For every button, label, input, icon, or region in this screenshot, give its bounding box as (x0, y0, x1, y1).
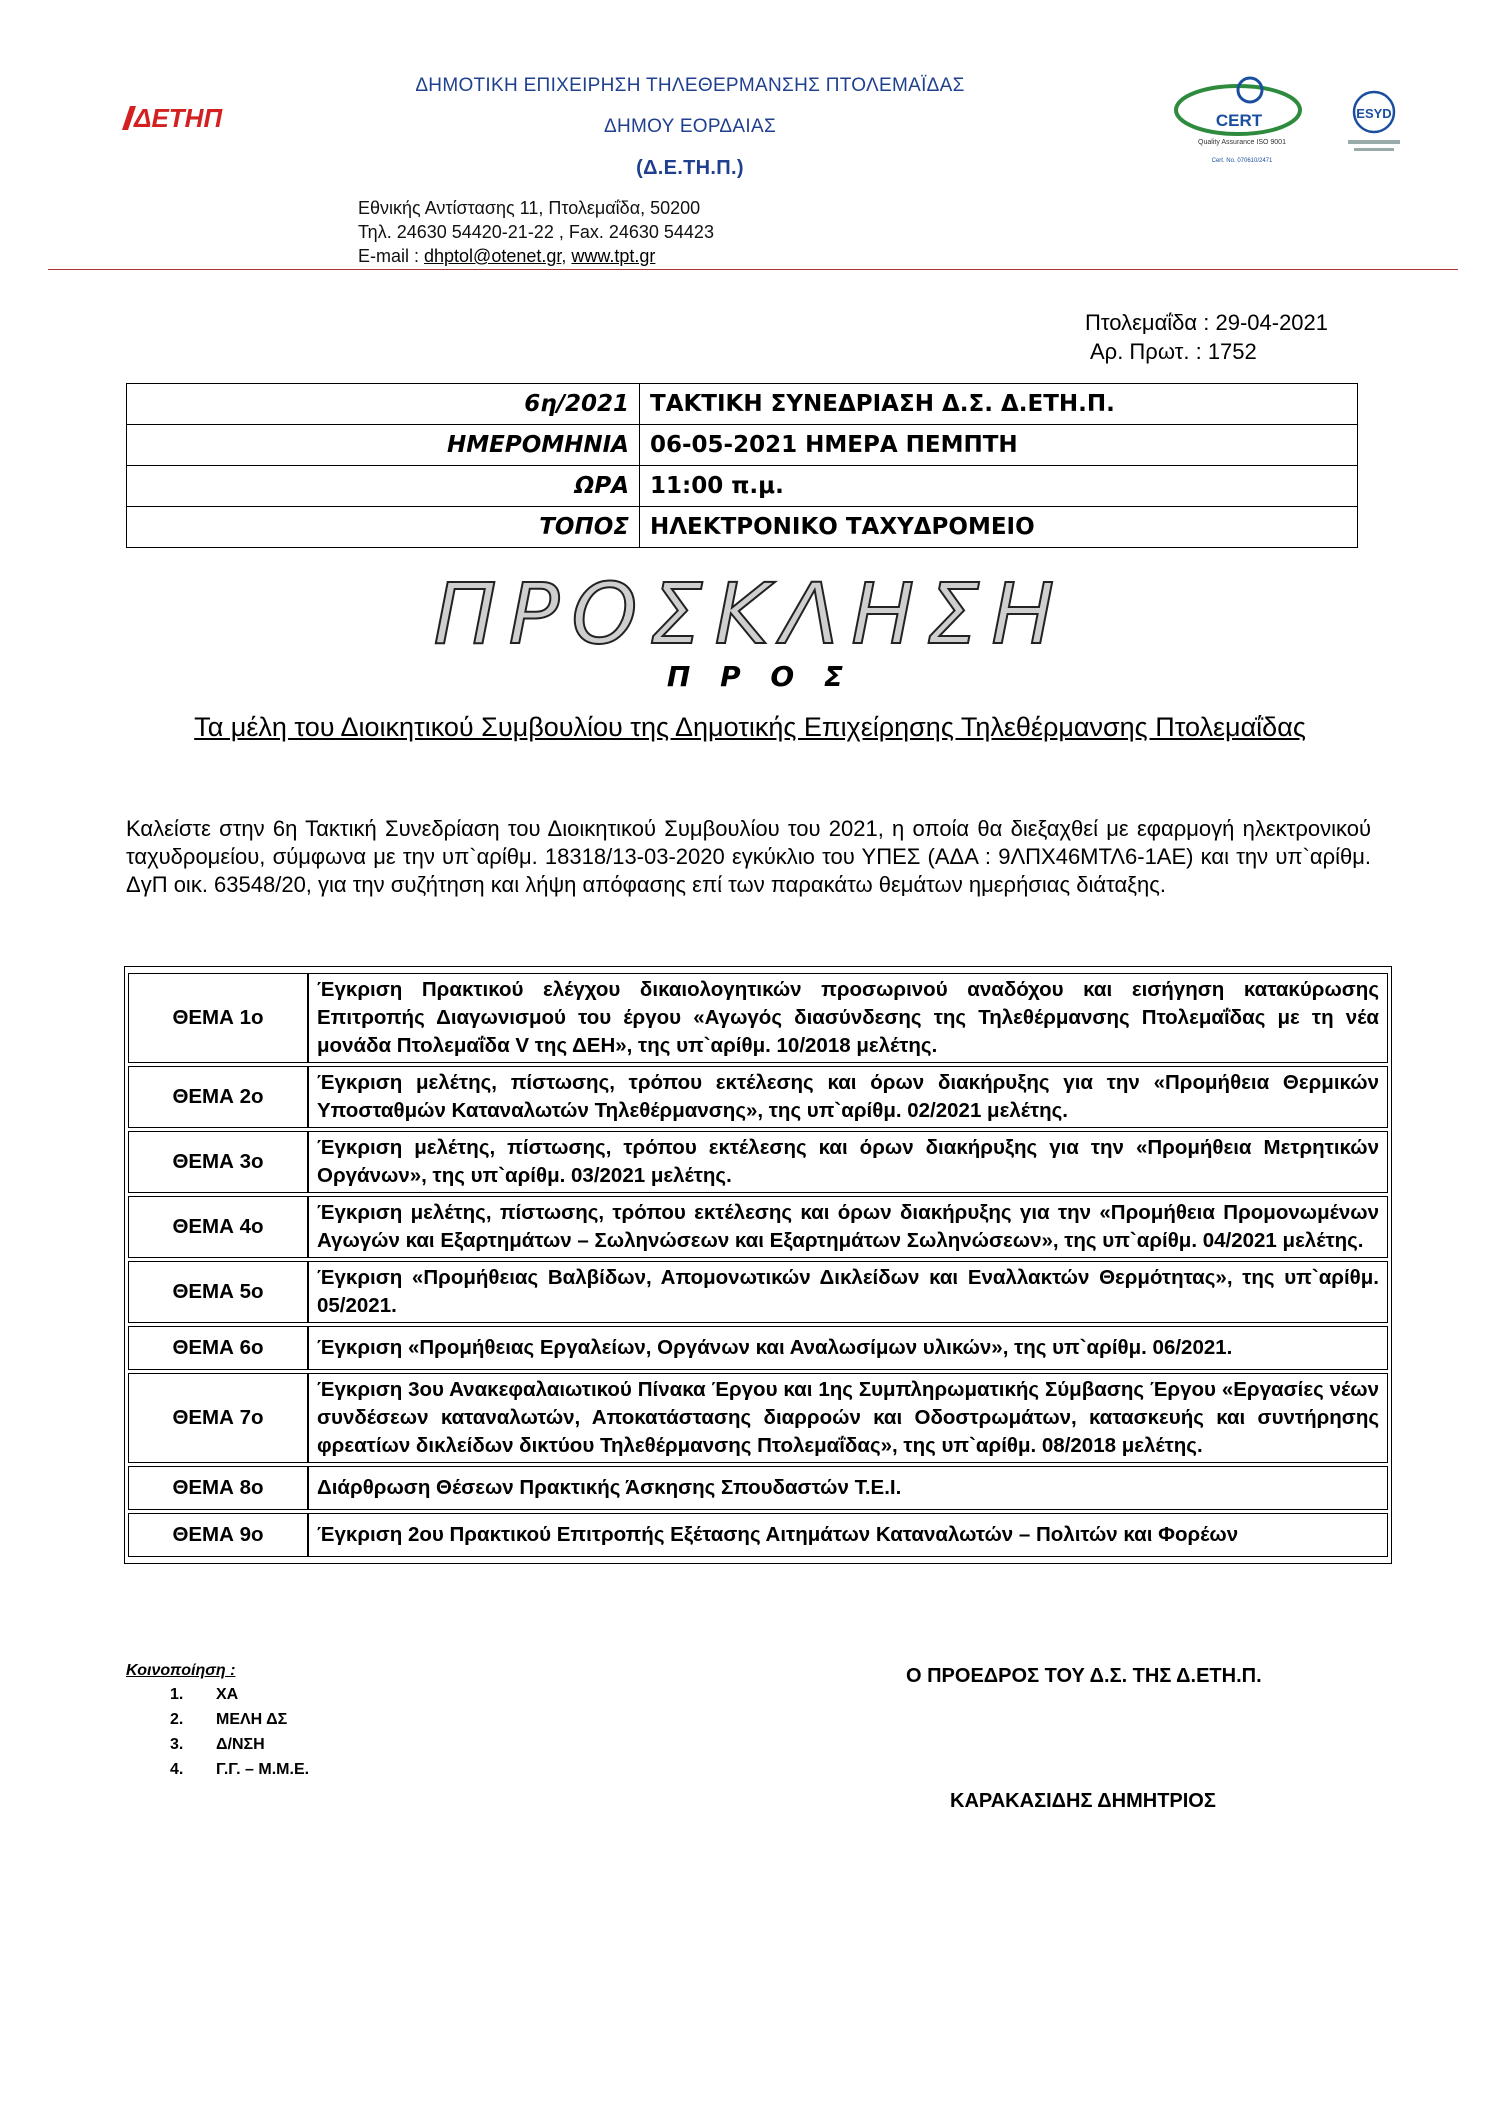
topic-key: ΘΕΜΑ 1ο (128, 973, 308, 1063)
cc-list (170, 1686, 309, 1786)
topic-text: Διάρθρωση Θέσεων Πρακτικής Άσκησης Σπουδαστών Τ.Ε.Ι. (308, 1466, 1388, 1510)
email-link[interactable]: dhptol@otenet.gr (424, 246, 562, 266)
cc-item (170, 1736, 309, 1761)
date-value: 06-05-2021 ΗΜΕΡΑ ΠΕΜΠΤΗ (640, 425, 1358, 466)
topic-key: ΘΕΜΑ 2ο (128, 1066, 308, 1128)
place-value: ΗΛΕΚΤΡΟΝΙΚΟ ΤΑΧΥΔΡΟΜΕΙΟ (640, 507, 1358, 548)
president-title: Ο ΠΡΟΕΔΡΟΣ ΤΟΥ Δ.Σ. ΤΗΣ Δ.ΕΤΗ.Π. (906, 1665, 1262, 1687)
cc-item (170, 1761, 309, 1786)
meeting-type: ΤΑΚΤΙΚΗ ΣΥΝΕΔΡΙΑΣΗ Δ.Σ. Δ.ΕΤΗ.Π. (640, 384, 1358, 425)
address: Εθνικής Αντίστασης 11, Πτολεμαΐδα, 50200 (358, 198, 701, 218)
agenda-row (128, 1373, 1388, 1463)
topic-text: Έγκριση «Προμήθειας Εργαλείων, Οργάνων και Αναλωσίμων υλικών», της υπ`αρίθμ. 06/2021. (308, 1326, 1388, 1370)
topic-key: ΘΕΜΑ 6ο (128, 1326, 308, 1370)
invitation-title: ΠΡΟΣΚΛΗΣΗ (433, 565, 1067, 663)
topic-key: ΘΕΜΑ 7ο (128, 1373, 308, 1463)
cert-logo (1170, 72, 1320, 168)
agenda-row (128, 1066, 1388, 1128)
contact-line (358, 246, 655, 267)
topic-key: ΘΕΜΑ 5ο (128, 1261, 308, 1323)
cc-title: Κοινοποίηση : (126, 1662, 236, 1679)
meeting-row (127, 507, 1358, 548)
phones: Τηλ. 24630 54420-21-22 , Fax. 24630 54423 (358, 222, 714, 242)
cc-number: 3. (170, 1736, 184, 1753)
cc-name: Γ.Γ. – Μ.Μ.Ε. (216, 1761, 310, 1778)
to-heading: Π Ρ Ο Σ (666, 660, 854, 693)
topic-text: Έγκριση μελέτης, πίστωσης, τρόπου εκτέλεσης και όρων διακήρυξης για την «Προμήθεια Μετρητικών Οργάνων», της υπ`αρίθμ. 03/2021 μελέτης. (308, 1131, 1388, 1193)
separator: , (561, 246, 572, 266)
company-logo (122, 102, 254, 132)
cc-number: 1. (170, 1686, 184, 1703)
cc-item (170, 1711, 309, 1736)
agenda-row (128, 1131, 1388, 1193)
meeting-row (127, 466, 1358, 507)
cert-small-text: Quality Assurance ISO 9001 (1198, 139, 1286, 146)
topic-text: Έγκριση μελέτης, πίστωσης, τρόπου εκτέλεσης και όρων διακήρυξης για την «Προμήθεια Θερμικών Υποσταθμών Καταναλωτών Τηλεθέρμανσης», της υπ`αρίθμ. 02/2021 μελέτης. (308, 1066, 1388, 1128)
protocol-number: Αρ. Πρωτ. : 1752 (1090, 339, 1257, 364)
topic-text: Έγκριση «Προμήθειας Βαλβίδων, Απομονωτικών Δικλείδων και Εναλλακτών Θερμότητας», της υπ`αρίθμ. 05/2021. (308, 1261, 1388, 1323)
agenda-row (128, 973, 1388, 1063)
president-name: ΚΑΡΑΚΑΣΙΔΗΣ ΔΗΜΗΤΡΙΟΣ (950, 1790, 1216, 1812)
cc-name: ΜΕΛΗ ΔΣ (216, 1711, 288, 1728)
agenda-row (128, 1326, 1388, 1370)
intro-paragraph: Καλείστε στην 6η Τακτική Συνεδρίαση του Διοικητικού Συμβουλίου του 2021, η οποία θα διεξαχθεί με εφαρμογή ηλεκτρονικού ταχυδρομείου, σύμφωνα με την υπ`αρίθμ. 18318/13-03-2020 εγκύκλιο του ΥΠΕΣ (ΑΔΑ : 9ΛΠΧ46ΜΤΛ6-1ΑΕ) και την υπ`αρίθμ. ΔγΠ οικ. 63548/20, για την συζήτηση και λήψη απόφασης επί των παρακάτω θεμάτων ημερήσιας διάταξης. (126, 816, 1371, 897)
org-name: ΔΗΜΟΤΙΚΗ ΕΠΙΧΕΙΡΗΣΗ ΤΗΛΕΘΕΡΜΑΝΣΗΣ ΠΤΟΛΕΜΑΪΔΑΣ (415, 75, 965, 96)
cert-no: Cert. No. 070610/2471 (1211, 158, 1273, 164)
cc-name: ΧΑ (216, 1686, 239, 1703)
place-label: ΤΟΠΟΣ (127, 507, 640, 548)
agenda-table (124, 966, 1392, 1564)
municipality-name: ΔΗΜΟΥ ΕΟΡΔΑΙΑΣ (604, 116, 776, 137)
header-divider (48, 269, 1458, 270)
topic-key: ΘΕΜΑ 4ο (128, 1196, 308, 1258)
recipients: Τα μέλη του Διοικητικού Συμβουλίου της Δημοτικής Επιχείρησης Τηλεθέρμανσης Πτολεμαΐδας (194, 712, 1306, 742)
cert-logo-text: CERT (1215, 111, 1263, 130)
website-link[interactable]: www.tpt.gr (571, 246, 656, 266)
meeting-row (127, 425, 1358, 466)
time-label: ΩΡΑ (127, 466, 640, 507)
cc-item (170, 1686, 309, 1711)
topic-key: ΘΕΜΑ 8ο (128, 1466, 308, 1510)
email-prefix: E-mail : (358, 246, 425, 266)
agenda-row (128, 1196, 1388, 1258)
document-date: Πτολεμαΐδα : 29-04-2021 (1085, 310, 1329, 335)
meeting-info-table (126, 383, 1358, 548)
cc-name: Δ/ΝΣΗ (216, 1736, 265, 1753)
org-acronym: (Δ.Ε.ΤΗ.Π.) (636, 157, 744, 179)
time-value: 11:00 π.μ. (640, 466, 1358, 507)
meeting-row (127, 384, 1358, 425)
meeting-number: 6η/2021 (127, 384, 640, 425)
topic-text: Έγκριση Πρακτικού ελέγχου δικαιολογητικών προσωρινού αναδόχου και εισήγηση κατακύρωσης Επιτροπής Διαγωνισμού του έργου «Αγωγός διασύνδεσης της Τηλεθέρμανσης Πτολεμαΐδας με τη νέα μονάδα Πτολεμαΐδα V της ΔΕΗ», της υπ`αρίθμ. 10/2018 μελέτης. (308, 973, 1388, 1063)
esyd-logo (1340, 88, 1410, 158)
date-label: ΗΜΕΡΟΜΗΝΙΑ (127, 425, 640, 466)
topic-key: ΘΕΜΑ 9ο (128, 1513, 308, 1557)
topic-text: Έγκριση 3ου Ανακεφαλαιωτικού Πίνακα Έργου και 1ης Συμπληρωματικής Σύμβασης Έργου «Εργασίες νέων συνδέσεων καταναλωτών, Αποκατάστασης διαρροών και Οδοστρωμάτων, κατασκευής και συντήρησης φρεατίων δικλείδων δικτύου Τηλεθέρμανσης Πτολεμαΐδας», της υπ`αρίθμ. 08/2018 μελέτης. (308, 1373, 1388, 1463)
esyd-text: ESYD (1356, 106, 1392, 121)
agenda-row (128, 1466, 1388, 1510)
cc-number: 4. (170, 1761, 184, 1778)
logo-text: ΔΕΤΗΠ (134, 103, 223, 132)
topic-text: Έγκριση μελέτης, πίστωσης, τρόπου εκτέλεσης και όρων διακήρυξης για την «Προμήθεια Προμονωμένων Αγωγών και Εξαρτημάτων – Σωληνώσεων και Εξαρτημάτων Σωληνώσεων», της υπ`αρίθμ. 04/2021 μελέτης. (308, 1196, 1388, 1258)
topic-text: Έγκριση 2ου Πρακτικού Επιτροπής Εξέτασης Αιτημάτων Καταναλωτών – Πολιτών και Φορέων (308, 1513, 1388, 1557)
agenda-row (128, 1261, 1388, 1323)
cc-number: 2. (170, 1711, 184, 1728)
agenda-row (128, 1513, 1388, 1557)
topic-key: ΘΕΜΑ 3ο (128, 1131, 308, 1193)
